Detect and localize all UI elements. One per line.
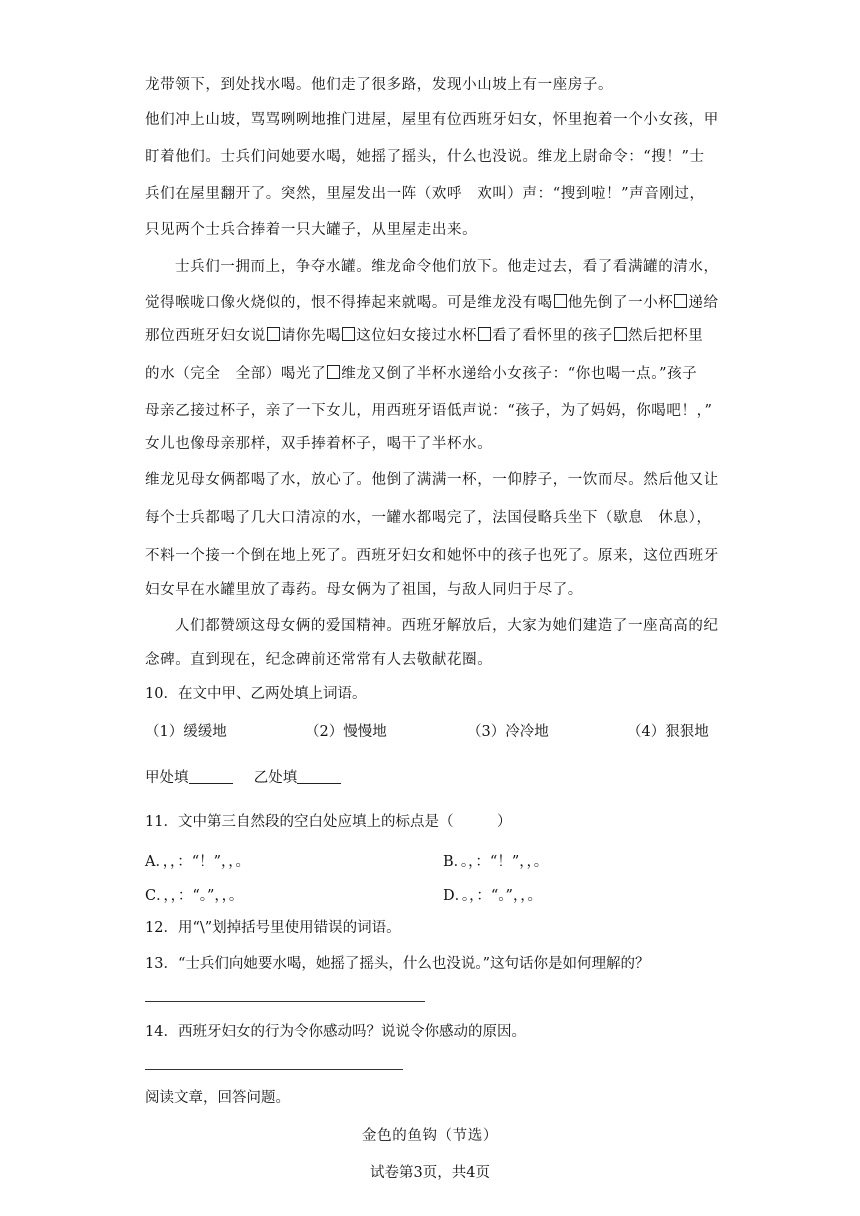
passage-line-12: 维龙见母女俩都喝了水，放心了。他倒了满满一杯，一仰脖子，一饮而尽。然后他又让 bbox=[145, 472, 719, 488]
passage-line-9 bbox=[145, 362, 697, 383]
passage-text: 递给 bbox=[688, 295, 719, 311]
q10-fill-a-blank[interactable] bbox=[189, 769, 233, 784]
q10-option-2: （2）慢慢地 bbox=[305, 724, 387, 740]
passage-text: 请你先喝 bbox=[280, 328, 342, 344]
question-11: 11．文中第三自然段的空白处应填上的标点是（ ） bbox=[145, 814, 512, 830]
passage-text: 这位妇女接过水杯 bbox=[356, 328, 478, 344]
passage-line-17: 念碑。直到现在，纪念碑前还常常有人去敬献花圈。 bbox=[145, 652, 493, 668]
q11-option-d: D．。，：“。”，，。 bbox=[443, 888, 542, 904]
q11-option-b: B．。，：“！”，，。 bbox=[443, 854, 549, 870]
page-footer: 试卷第3页，共4页 bbox=[370, 1165, 490, 1181]
passage-line-4: 兵们在屋里翻开了。突然，里屋发出一阵（欢呼 欢叫）声：“搜到啦！”声音刚过， bbox=[145, 186, 705, 202]
q10-option-3: （3）冷冷地 bbox=[467, 724, 549, 740]
q14-answer-line[interactable] bbox=[145, 1069, 403, 1070]
punctuation-blank bbox=[554, 294, 567, 308]
passage-text: 的水（完全 全部）喝光了 bbox=[145, 366, 327, 382]
passage-line-8 bbox=[145, 324, 703, 345]
passage-line-11: 女儿也像母亲那样，双手捧着杯子，喝干了半杯水。 bbox=[145, 436, 493, 452]
passage-line-3: 盯着他们。士兵们问她要水喝，她摇了摇头，什么也没说。维龙上尉命令：“搜！”士 bbox=[145, 149, 705, 165]
q10-fill-row bbox=[145, 766, 341, 787]
q10-option-4: （4）狠狠地 bbox=[627, 724, 709, 740]
passage-text: 看了看怀里的孩子 bbox=[492, 328, 613, 344]
passage-line-10: 母亲乙接过杯子，亲了一下女儿，用西班牙语低声说：“孩子，为了妈妈，你喝吧！，” bbox=[145, 403, 713, 419]
reading-instruction: 阅读文章，回答问题。 bbox=[145, 1090, 290, 1106]
punctuation-blank bbox=[674, 294, 687, 308]
punctuation-blank bbox=[327, 365, 340, 379]
q10-fill-b-label: 乙处填 bbox=[253, 770, 298, 786]
passage-text: 维龙又倒了半杯水递给小女孩子：“你也喝一点。”孩子 bbox=[341, 366, 698, 382]
question-12: 12．用“\”划掉括号里使用错误的词语。 bbox=[145, 920, 401, 936]
punctuation-blank bbox=[342, 327, 355, 341]
punctuation-blank bbox=[478, 327, 491, 341]
question-14: 14．西班牙妇女的行为令你感动吗？说说令你感动的原因。 bbox=[145, 1024, 526, 1040]
passage-line-14: 不料一个接一个倒在地上死了。西班牙妇女和她怀中的孩子也死了。原来，这位西班牙 bbox=[145, 548, 719, 564]
passage-line-16: 人们都赞颂这母女俩的爱国精神。西班牙解放后，大家为她们建造了一座高高的纪 bbox=[175, 618, 719, 634]
q13-answer-line[interactable] bbox=[145, 1001, 425, 1002]
question-10: 10．在文中甲、乙两处填上词语。 bbox=[145, 686, 367, 702]
q10-fill-b-blank[interactable] bbox=[297, 769, 341, 784]
passage-line-6: 士兵们一拥而上，争夺水罐。维龙命令他们放下。他走过去，看了看满罐的清水， bbox=[175, 259, 719, 275]
q10-option-1: （1）缓缓地 bbox=[145, 724, 227, 740]
punctuation-blank bbox=[267, 327, 280, 341]
q11-option-c: C．，，：“。”，，。 bbox=[145, 888, 244, 904]
passage-line-1: 龙带领下，到处找水喝。他们走了很多路，发现小山坡上有一座房子。 bbox=[145, 77, 614, 93]
punctuation-blank bbox=[614, 327, 627, 341]
passage-line-7 bbox=[145, 291, 719, 312]
article-title: 金色的鱼钩（节选） bbox=[362, 1128, 498, 1144]
passage-text: 觉得喉咙口像火烧似的，恨不得捧起来就喝。可是维龙没有喝 bbox=[145, 295, 553, 311]
q11-option-a: A．，，：“！”，，。 bbox=[145, 854, 251, 870]
passage-text: 然后把杯里 bbox=[627, 328, 704, 344]
q10-fill-a-label: 甲处填 bbox=[145, 770, 189, 786]
passage-text: 他先倒了一小杯 bbox=[567, 295, 674, 311]
passage-line-15: 妇女早在水罐里放了毒药。母女俩为了祖国，与敌人同归于尽了。 bbox=[145, 582, 583, 598]
passage-text: 那位西班牙妇女说 bbox=[145, 328, 266, 344]
passage-line-5: 只见两个士兵合捧着一只大罐子，从里屋走出来。 bbox=[145, 222, 478, 238]
question-13: 13．“士兵们向她要水喝，她摇了摇头，什么也没说。”这句话你是如何理解的？ bbox=[145, 956, 650, 972]
passage-line-13: 每个士兵都喝了几大口清凉的水，一罐水都喝完了，法国侵略兵坐下（歇息 休息）， bbox=[145, 510, 712, 526]
passage-line-2: 他们冲上山坡，骂骂咧咧地推门进屋，屋里有位西班牙妇女，怀里抱着一个小女孩，甲 bbox=[145, 112, 719, 128]
